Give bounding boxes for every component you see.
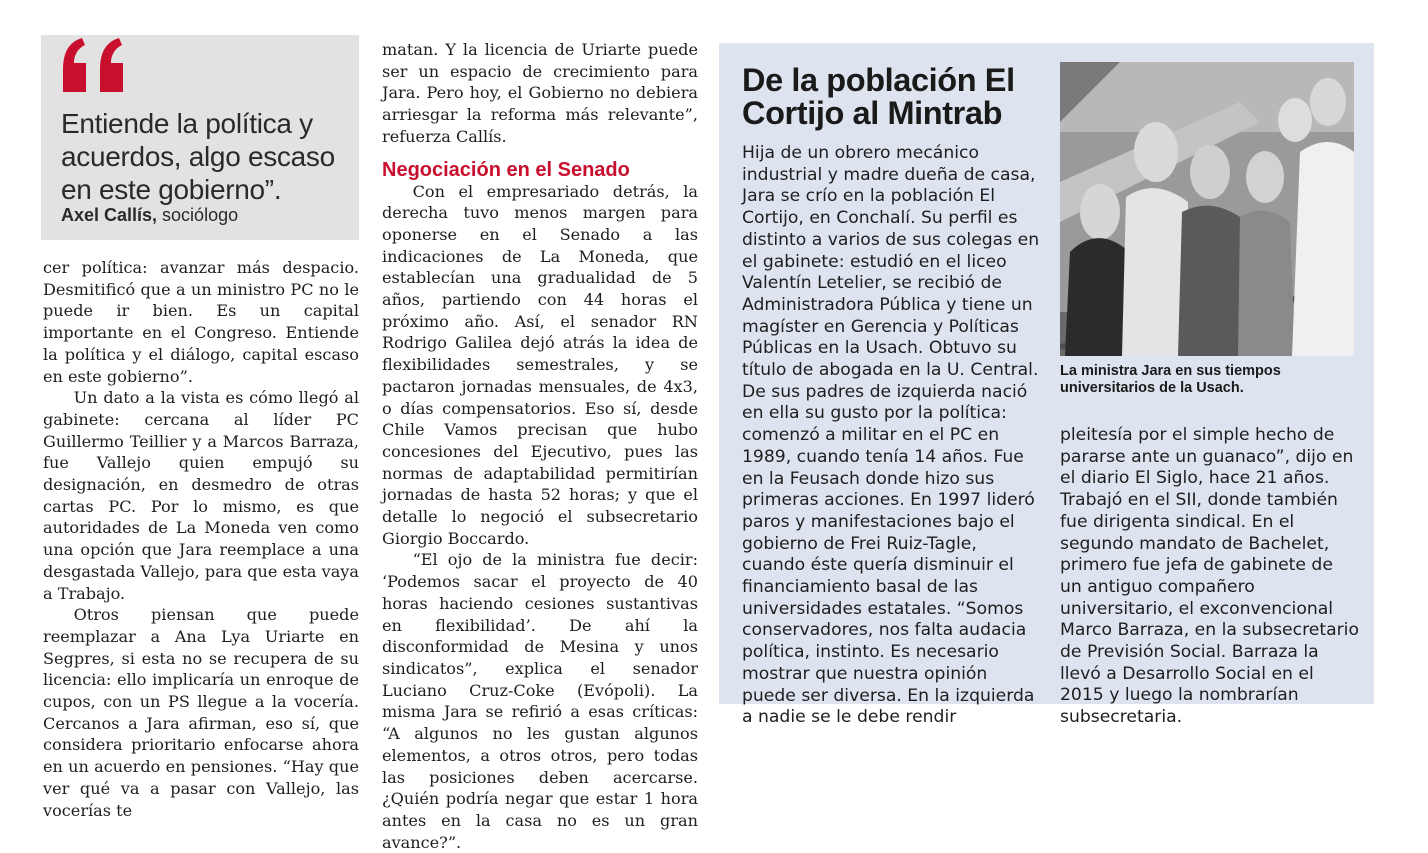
article-column-2 xyxy=(382,39,698,853)
sidebar-title: De la población El Cortijo al Mintrab xyxy=(742,62,1015,131)
quote-mark-icon xyxy=(60,36,130,94)
column2-paragraph-2: Con el empresariado detrás, la derecha tuvo menos margen para oponerse en el Senado a las indicaciones de La Moneda, que establecían una gradualidad de 5 años, partiendo con 44 horas el próximo año. Así, el senador RN Rodrigo Galilea dejó atrás la idea de flexibilidades semestrales, y se pactaron jornadas mensuales, de 4x3, o días compensatorios. Eso sí, desde Chile Vamos precisan que hubo concesiones del Ejecutivo, pues las normas de adaptabilidad permitirían jornadas de hasta 52 horas; y que el detalle lo negoció el subsecretario Giorgio Boccardo. xyxy=(382,181,698,548)
pull-quote-text: Entiende la política y acuerdos, algo escaso en este gobierno”. xyxy=(61,108,335,205)
column1-paragraph-3: Otros piensan que puede reemplazar a Ana Lya Uriarte en Segpres, si esta no se recupera de su licencia: ello implicaría un enroque de cupos, con un PS llegue a la vocería. Cercanos a Jara afirman, eso sí, que considera prioritario enfocarse ahora en un acuerdo en pensiones. “Hay que ver qué va a pasar con Vallejo, las vocerías te xyxy=(43,605,359,820)
column2-paragraph-3: “El ojo de la ministra fue decir: ‘Podemos sacar el proyecto de 40 horas haciendo cesiones sustantivas en flexibilidad’. De ahí la disconformidad de Mesina y unos sindicatos”, explica el senador Luciano Cruz-Coke (Evópoli). La misma Jara se refirió a esas críticas: “A algunos no les gustan algunos elementos, a otros otros, pero todas las posiciones deben acercarse. ¿Quién podría negar que estar 1 hora antes en la casa no es un gran avance?”. xyxy=(382,550,698,852)
pull-quote-attribution xyxy=(61,205,238,225)
article-column-1 xyxy=(43,257,359,821)
sidebar-text-column-2: pleitesía por el simple hecho de pararse ante un guanaco”, dijo en el diario El Siglo, hace 21 años. Trabajó en el SII, donde también fue dirigenta sindical. En el segundo mandato de Bachelet, primero fue jefa de gabinete de un antiguo compañero universitario, el exconvencional Marco Barraza, en la subsecretario de Previsión Social. Barraza la llevó a Desarrollo Social en el 2015 y luego la nombrarían subsecretaria. xyxy=(1060,425,1359,728)
sidebar-text-column-1: Hija de un obrero mecánico industrial y madre dueña de casa, Jara se crío en la población El Cortijo, en Conchalí. Su perfil es distinto a varios de sus colegas en el gabinete: estudió en el liceo Valentín Letelier, se recibió de Administradora Pública y tiene un magíster en Gerencia y Políticas Públicas en la Usach. Obtuvo su título de abogada en la U. Central. De sus padres de izquierda nació en ella su gusto por la política: comenzó a militar en el PC en 1989, cuando tenía 14 años. Fue en la Feusach donde hizo sus primeras acciones. En 1997 lideró paros y manifestaciones bajo el gobierno de Frei Ruiz-Tagle, cuando éste quería disminuir el financiamiento basal de las universidades estatales. “Somos conservadores, nos falta audacia política, instinto. Es necesario mostrar que nuestra opinión puede ser diversa. En la izquierda a nadie se le debe rendir xyxy=(742,143,1040,728)
quote-author: Axel Callís, xyxy=(61,205,158,225)
sidebar-photo xyxy=(1060,62,1354,356)
photo-caption: La ministra Jara en sus tiempos universitarios de la Usach. xyxy=(1060,363,1281,396)
column1-paragraph-2: Un dato a la vista es cómo llegó al gabinete: cercana al líder PC Guillermo Teillier y a Marcos Barraza, fue Vallejo quien empujó su designación, en desmedro de otras cartas PC. Por lo mismo, es que autoridades de La Moneda ven como una opción que Jara reemplace a una desgastada Vallejo, para que esta vaya a Trabajo. xyxy=(43,388,359,603)
column1-paragraph-1: cer política: avanzar más despacio. Desmitificó que a un ministro PC no le puede ir bien. Es un capital importante en el Congreso. Entiende la política y el diálogo, capital escaso en este gobierno”. xyxy=(43,258,359,386)
section-subhead: Negociación en el Senado xyxy=(382,158,630,181)
column2-paragraph-1: matan. Y la licencia de Uriarte puede ser un espacio de crecimiento para Jara. Pero hoy, el Gobierno no debiera arriesgar la reforma más relevante”, refuerza Callís. xyxy=(382,40,698,146)
quote-author-role: sociólogo xyxy=(157,205,239,225)
